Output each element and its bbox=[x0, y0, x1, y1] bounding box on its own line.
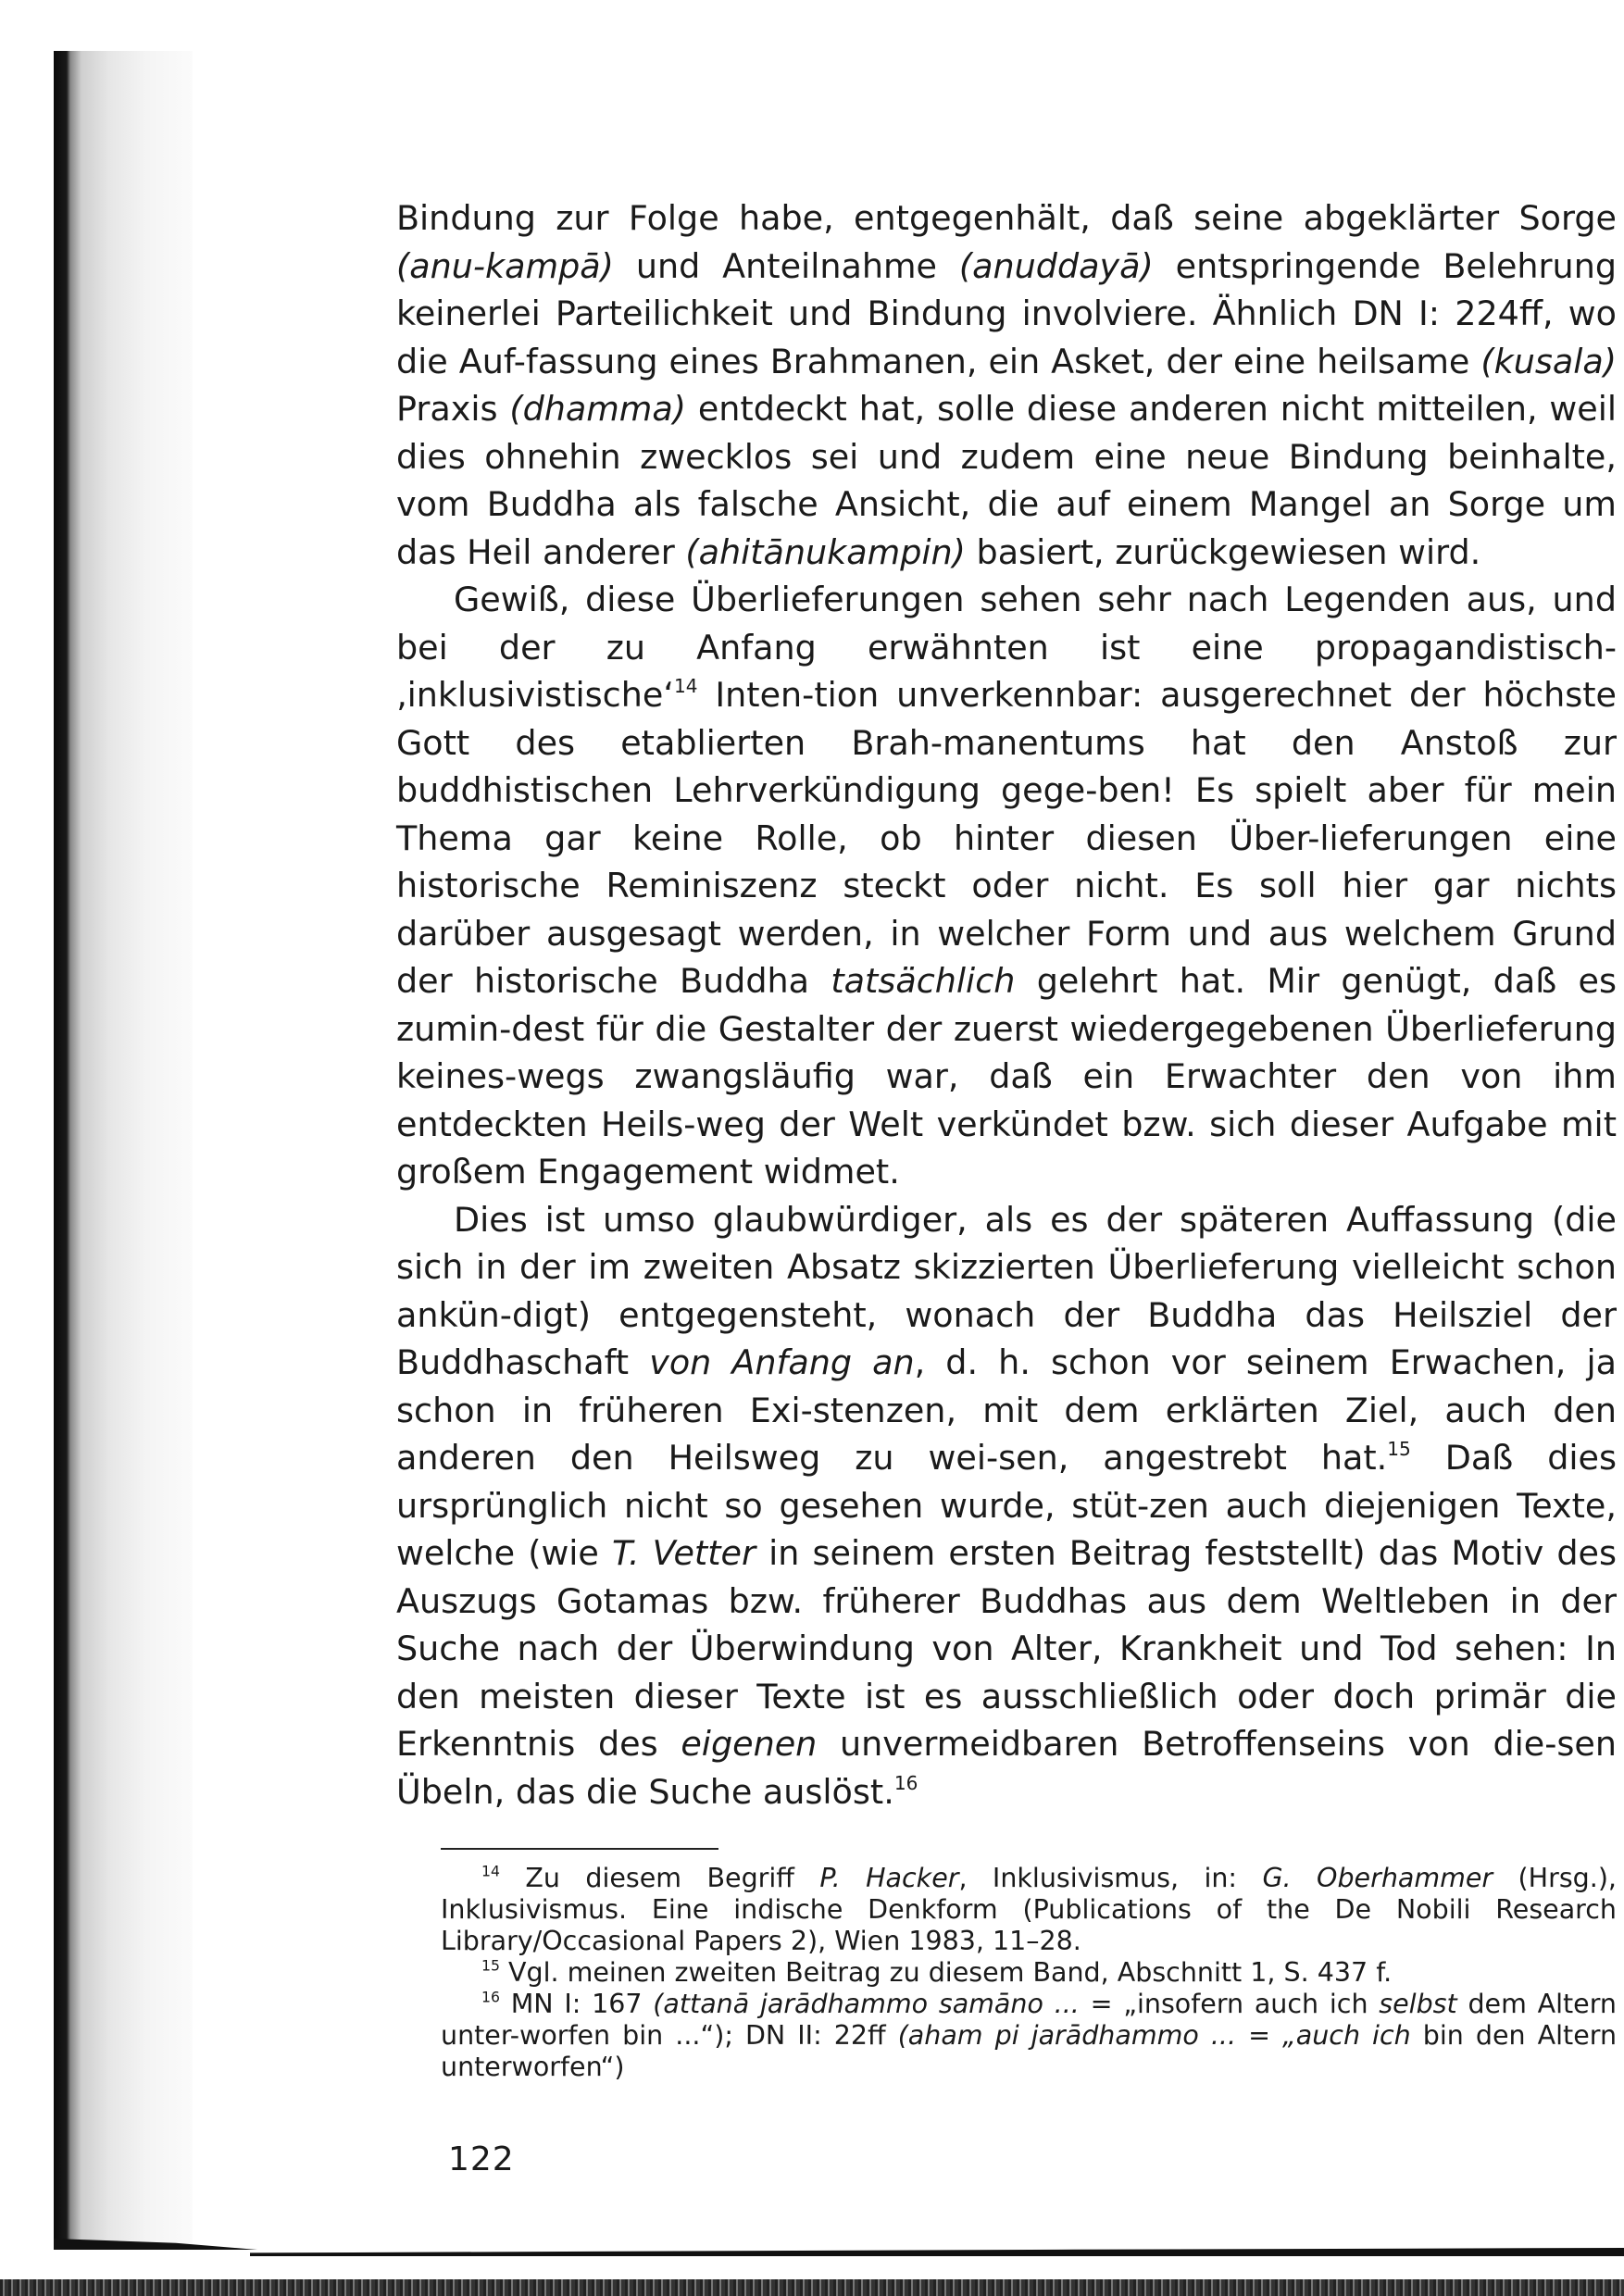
text-run: (Hrsg.), Inklusivismus. Eine indische Denkform (Publications of the De Nobili Research Library/Occasional Papers 2), Wien 1983, 11–28. bbox=[441, 1863, 1617, 1956]
text-run: gelehrt hat. Mir genügt, daß es zumin-dest für die Gestalter der zuerst wiedergegebenen Überlieferung keines-wegs zwangsläufig war, daß ein Erwachter den von ihm entdeckten Heils-weg der Welt verkündet bzw. sich dieser Aufgabe mit großem Engagement widmet. bbox=[396, 961, 1617, 1192]
paragraph bbox=[396, 194, 1617, 576]
italic-text: G. Oberhammer bbox=[1262, 1863, 1493, 1893]
text-run: MN I: 167 bbox=[499, 1989, 654, 2019]
text-run: bin den Altern unterworfen“) bbox=[441, 2020, 1618, 2082]
text-run: entspringende Belehrung keinerlei Parteilichkeit und Bindung involviere. Ähnlich DN I: 224ff, wo die Auf-fassung eines Brahmanen, ein Asket, der eine heilsame bbox=[396, 245, 1617, 381]
text-run: und Anteilnahme bbox=[613, 245, 959, 286]
italic-text: (kusala) bbox=[1480, 341, 1617, 381]
text-run: Zu diesem Begriff bbox=[499, 1863, 820, 1893]
book-spine-shadow bbox=[54, 51, 193, 2250]
italic-text: (dhamma) bbox=[509, 389, 686, 429]
text-run: Vgl. meinen zweiten Beitrag zu diesem Band, Abschnitt 1, S. 437 f. bbox=[499, 1957, 1393, 1988]
text-run: dem Altern unter-worfen bin ...“); DN II: 22ff bbox=[441, 1989, 1617, 2051]
text-run: Gewiß, diese Überlieferungen sehen sehr nach Legenden aus, und bei der zu Anfang erwähnten ist eine propagandistisch-‚inklusivistische‘ bbox=[396, 580, 1617, 715]
scan-edge-artifact bbox=[0, 2279, 1624, 2296]
body-text bbox=[396, 194, 1617, 1816]
footnote bbox=[441, 1957, 1617, 1989]
paragraph bbox=[396, 1196, 1617, 1816]
footnote-ref: 14 bbox=[481, 1862, 500, 1880]
text-run: Inten-tion unverkennbar: ausgerechnet der höchste Gott des etablierten Brah-manentums hat den Anstoß zur buddhistischen Lehrverkündigung gege-ben! Es spielt aber für mein Thema gar keine Rolle, ob hinter diesen Über-lieferungen eine historische Reminiszenz steckt oder nicht. Es soll hier gar nichts darüber ausgesagt werden, in welcher Form und aus welchem Grund der historische Buddha bbox=[396, 675, 1617, 1001]
text-run: , d. h. schon vor seinem Erwachen, ja schon in früheren Exi-stenzen, mit dem erklärten Ziel, auch den anderen den Heilsweg zu wei-sen, angestrebt hat. bbox=[396, 1342, 1617, 1478]
italic-text: P. Hacker bbox=[819, 1863, 959, 1893]
footnotes bbox=[441, 1863, 1617, 2083]
italic-text: T. Vetter bbox=[611, 1533, 756, 1573]
italic-text: tatsächlich bbox=[831, 961, 1016, 1001]
footnote-ref: 14 bbox=[673, 674, 698, 697]
italic-text: (ahitānukampin) bbox=[685, 531, 966, 572]
text-run: Dies ist umso glaubwürdiger, als es der späteren Auffassung (die sich in der im zweiten Absatz skizzierten Überlieferung vielleicht schon ankün-digt) entgegensteht, wonach der Buddha das Heilsziel der Buddhaschaft bbox=[396, 1199, 1617, 1382]
text-run: Bindung zur Folge habe, entgegenhält, daß seine abgeklärter Sorge bbox=[396, 198, 1617, 238]
text-run: basiert, zurückgewiesen wird. bbox=[965, 531, 1481, 572]
paragraph bbox=[396, 576, 1617, 1196]
text-run: Daß dies ursprünglich nicht so gesehen wurde, stüt-zen auch diejenigen Texte, welche (wie bbox=[396, 1438, 1617, 1573]
footnote-ref: 15 bbox=[481, 1956, 500, 1975]
text-run: entdeckt hat, solle diese anderen nicht mitteilen, weil dies ohnehin zwecklos sei und zudem eine neue Bindung beinhalte, vom Buddha als falsche Ansicht, die auf einem Mangel an Sorge um das Heil anderer bbox=[396, 389, 1617, 572]
text-run: , Inklusivismus, in: bbox=[958, 1863, 1263, 1893]
text-run: = „insofern auch ich bbox=[1079, 1989, 1380, 2019]
text-run: in seinem ersten Beitrag feststellt) das Motiv des Auszugs Gotamas bzw. früherer Buddhas aus dem Weltleben in der Suche nach der Überwindung von Alter, Krankheit und Tod sehen: In den meisten dieser Texte ist es ausschließlich oder doch primär die Erkenntnis des bbox=[396, 1533, 1617, 1764]
footnote-ref: 16 bbox=[893, 1771, 918, 1794]
footnote bbox=[441, 1989, 1617, 2083]
page-number: 122 bbox=[448, 2140, 515, 2178]
italic-text: (aham pi jarādhammo ... = „auch ich bbox=[897, 2020, 1411, 2051]
italic-text: eigenen bbox=[681, 1724, 818, 1764]
italic-text: selbst bbox=[1379, 1989, 1457, 2019]
text-run: unvermeidbaren Betroffenseins von die-sen Übeln, das die Suche auslöst. bbox=[396, 1724, 1618, 1812]
italic-text: (anu-kampā) bbox=[396, 245, 614, 286]
italic-text: von Anfang an bbox=[649, 1342, 915, 1382]
footnote bbox=[441, 1863, 1617, 1957]
bottom-edge-shadow bbox=[250, 2248, 1624, 2256]
text-run: Praxis bbox=[396, 389, 510, 429]
footnote-ref: 16 bbox=[481, 1988, 500, 2006]
footnote-ref: 15 bbox=[1387, 1437, 1411, 1460]
italic-text: (attanā jarādhammo samāno ... bbox=[653, 1989, 1080, 2019]
italic-text: (anuddayā) bbox=[958, 245, 1154, 286]
footnote-separator bbox=[441, 1848, 718, 1850]
